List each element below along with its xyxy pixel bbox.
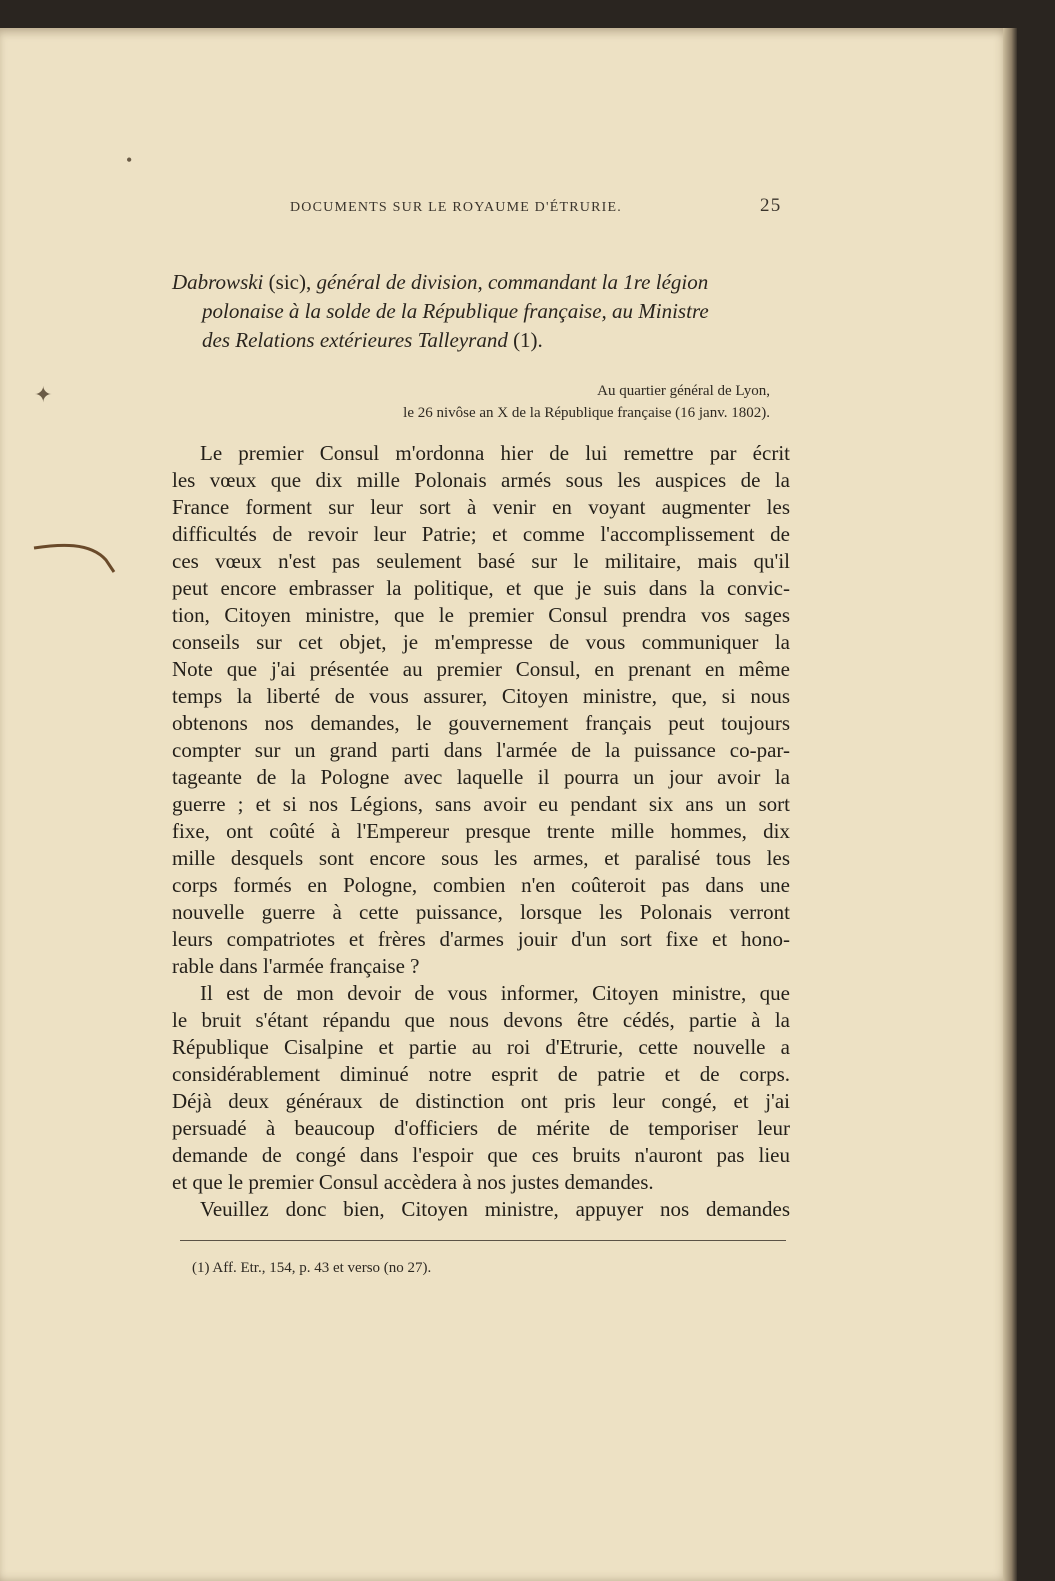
margin-pencil-mark	[30, 530, 120, 590]
date-line: le 26 nivôse an X de la République française (16 janv. 1802).	[403, 405, 770, 421]
heading-sic: (sic),	[263, 270, 317, 294]
heading-footnote-ref: (1).	[507, 328, 543, 352]
heading-line2: polonaise à la solde de la République française, au Ministre	[202, 299, 709, 323]
heading-author: Dabrowski	[172, 270, 264, 294]
body-line: tion, Citoyen ministre, que le premier Consul prendra vos sages	[172, 603, 790, 627]
body-line: Veuillez donc bien, Citoyen ministre, appuyer nos demandes	[200, 1197, 790, 1221]
body-line: Le premier Consul m'ordonna hier de lui remettre par écrit	[200, 441, 790, 465]
letter-body	[172, 440, 790, 1223]
heading-line3: des Relations extérieures Talleyrand	[202, 328, 508, 352]
footnote-rule	[180, 1240, 786, 1241]
body-line: République Cisalpine et partie au roi d'Etrurie, cette nouvelle a	[172, 1035, 790, 1059]
body-line: obtenons nos demandes, le gouvernement français peut toujours	[172, 711, 790, 735]
place-line: Au quartier général de Lyon,	[597, 383, 770, 399]
body-line: leurs compatriotes et frères d'armes jouir d'un sort fixe et hono-	[172, 927, 790, 951]
body-line: considérablement diminué notre esprit de patrie et de corps.	[172, 1062, 790, 1086]
body-line: guerre ; et si nos Légions, sans avoir eu pendant six ans un sort	[172, 792, 790, 816]
page-edge	[1003, 28, 1017, 1581]
body-line: France forment sur leur sort à venir en voyant augmenter les	[172, 495, 790, 519]
body-line: le bruit s'étant répandu que nous devons être cédés, partie à la	[172, 1008, 790, 1032]
body-line: conseils sur cet objet, je m'empresse de vous communiquer la	[172, 630, 790, 654]
body-line: corps formés en Pologne, combien n'en coûteroit pas dans une	[172, 873, 790, 897]
body-line: tageante de la Pologne avec laquelle il pourra un jour avoir la	[172, 765, 790, 789]
body-line: ces vœux n'est pas seulement basé sur le militaire, mais qu'il	[172, 549, 790, 573]
body-line: difficultés de revoir leur Patrie; et comme l'accomplissement de	[172, 522, 790, 546]
body-line: mille desquels sont encore sous les armes, et paralisé tous les	[172, 846, 790, 870]
running-head-title: DOCUMENTS SUR LE ROYAUME D'ÉTRURIE.	[290, 200, 622, 215]
margin-bullet-mark: •	[126, 150, 133, 170]
body-line: compter sur un grand parti dans l'armée de la puissance co-par-	[172, 738, 790, 762]
body-line: peut encore embrasser la politique, et que je suis dans la convic-	[172, 576, 790, 600]
page-number: 25	[760, 195, 782, 216]
body-line: fixe, ont coûté à l'Empereur presque trente mille hommes, dix	[172, 819, 790, 843]
body-line: nouvelle guerre à cette puissance, lorsque les Polonais verront	[172, 900, 790, 924]
body-line: les vœux que dix mille Polonais armés sous les auspices de la	[172, 468, 790, 492]
heading-line1-rest: général de division, commandant la 1re légion	[316, 270, 709, 294]
body-line: temps la liberté de vous assurer, Citoyen ministre, que, si nous	[172, 684, 790, 708]
body-line: rable dans l'armée française ?	[172, 954, 420, 978]
body-line: Déjà deux généraux de distinction ont pris leur congé, et j'ai	[172, 1089, 790, 1113]
footnote: (1) Aff. Etr., 154, p. 43 et verso (no 27).	[192, 1260, 432, 1276]
body-line: Il est de mon devoir de vous informer, Citoyen ministre, que	[200, 981, 790, 1005]
place-date	[290, 380, 770, 424]
letter-heading	[172, 268, 792, 355]
body-line: demande de congé dans l'espoir que ces bruits n'auront pas lieu	[172, 1143, 790, 1167]
body-line: et que le premier Consul accèdera à nos justes demandes.	[172, 1170, 654, 1194]
margin-stain-mark: ✦	[34, 382, 53, 407]
body-line: Note que j'ai présentée au premier Consul, en prenant en même	[172, 657, 790, 681]
body-line: persuadé à beaucoup d'officiers de mérite de temporiser leur	[172, 1116, 790, 1140]
